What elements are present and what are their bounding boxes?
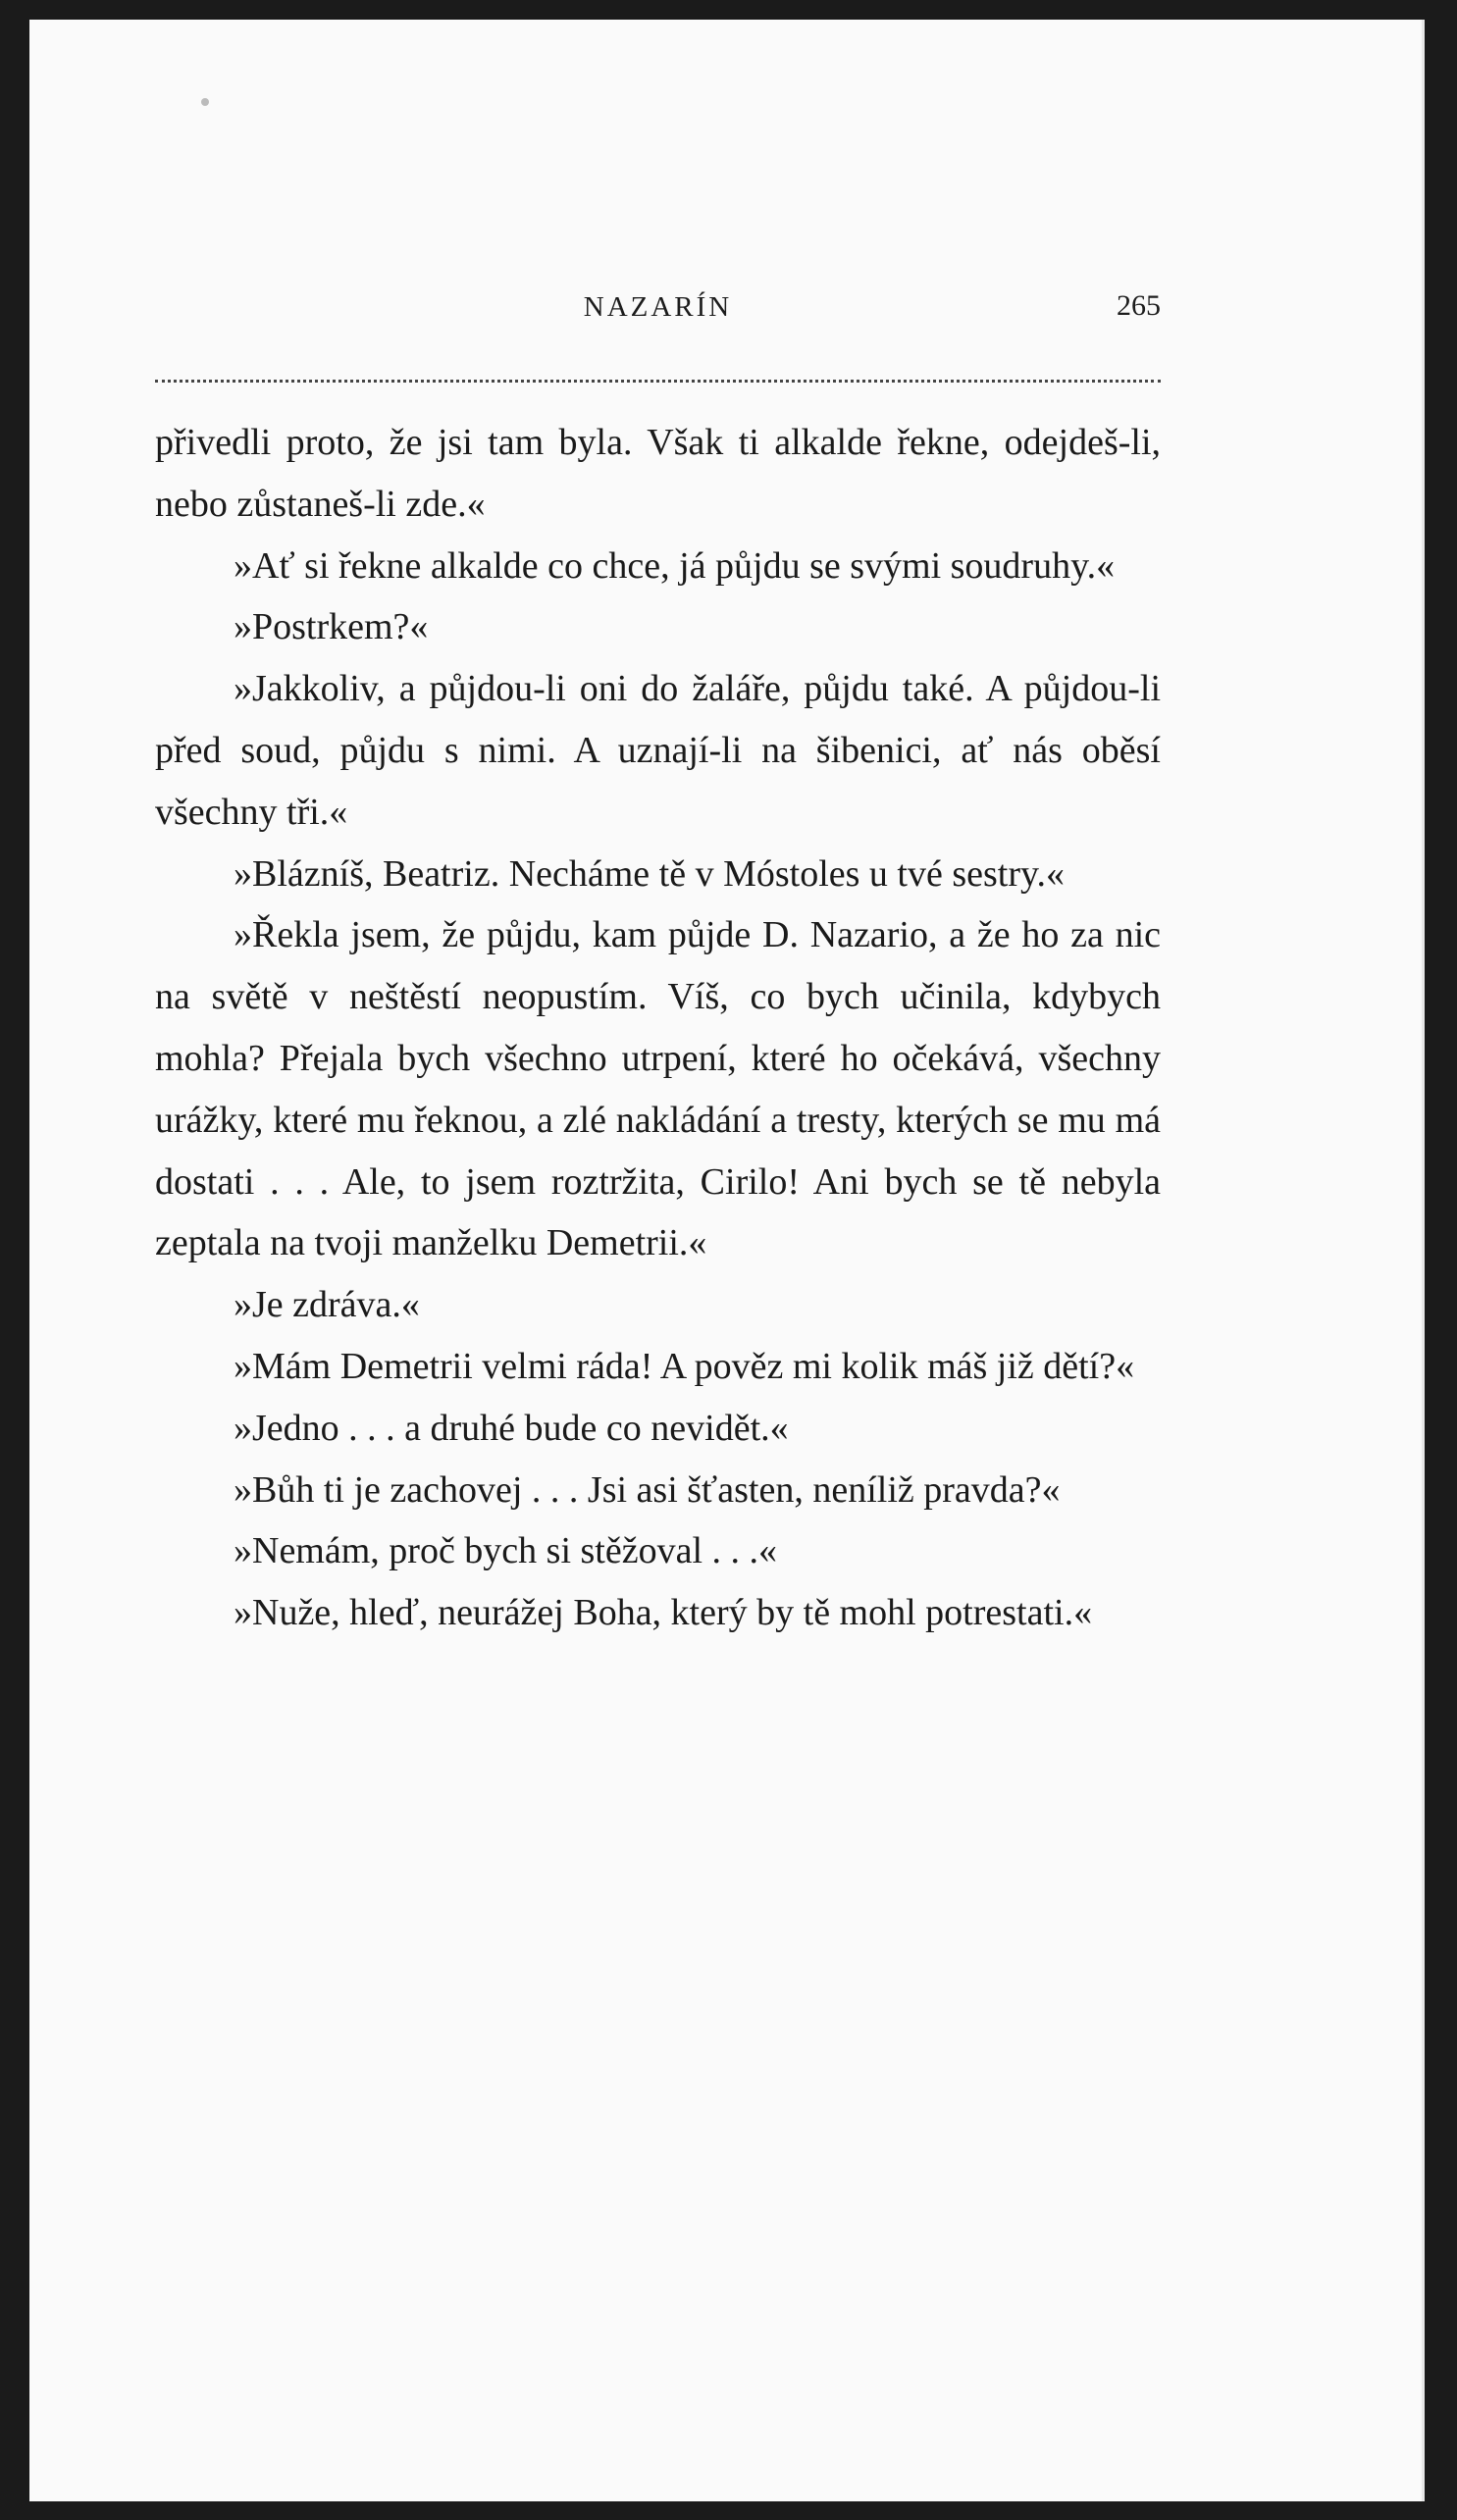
paragraph: přivedli proto, že jsi tam byla. Však ti alkalde řekne, odejdeš-li, nebo zůstaneš-li zde.«: [155, 422, 1161, 525]
paragraph: »Je zdráva.«: [234, 1284, 420, 1326]
paragraph: »Ať si řekne alkalde co chce, já půjdu se svými soudruhy.«: [234, 544, 1116, 587]
paragraph: »Mám Demetrii velmi ráda! A pověz mi kolik máš již dětí?«: [234, 1345, 1135, 1387]
paragraph: »Nuže, hleď, neurážej Boha, který by tě mohl potrestati.«: [234, 1592, 1093, 1634]
header-rule: [155, 380, 1161, 383]
running-head: NAZARÍN: [583, 291, 733, 323]
body-text: [155, 412, 1161, 1644]
paragraph: »Jakkoliv, a půjdou-li oni do žaláře, půjdu také. A půjdou-li před soud, půjdu s nimi. A uznají-li na šibenici, ať nás oběsí všechny tři.«: [155, 668, 1161, 833]
paragraph: »Blázníš, Beatriz. Necháme tě v Móstoles u tvé sestry.«: [234, 852, 1066, 895]
page-header: [155, 282, 1161, 331]
paragraph: »Nemám, proč bych si stěžoval . . .«: [234, 1530, 778, 1572]
paragraph: »Postrkem?«: [234, 606, 429, 648]
paragraph: »Řekla jsem, že půjdu, kam půjde D. Nazario, a že ho za nic na světě v neštěstí neopustím. Víš, co bych učinila, kdybych mohla? Přejala bych všechno utrpení, které ho očekává, všechny urážky, které mu řeknou, a zlé nakládání a tresty, kterých se mu má dostati . . . Ale, to jsem roztržita, Cirilo! Ani bych se tě nebyla zeptala na tvoji manželku Demetrii.«: [155, 914, 1161, 1264]
paragraph: »Jedno . . . a druhé bude co nevidět.«: [234, 1407, 789, 1449]
paragraph: »Bůh ti je zachovej . . . Jsi asi šťasten, neníliž pravda?«: [234, 1468, 1061, 1511]
page-number: 265: [1117, 289, 1161, 322]
page-speck: [201, 98, 209, 106]
